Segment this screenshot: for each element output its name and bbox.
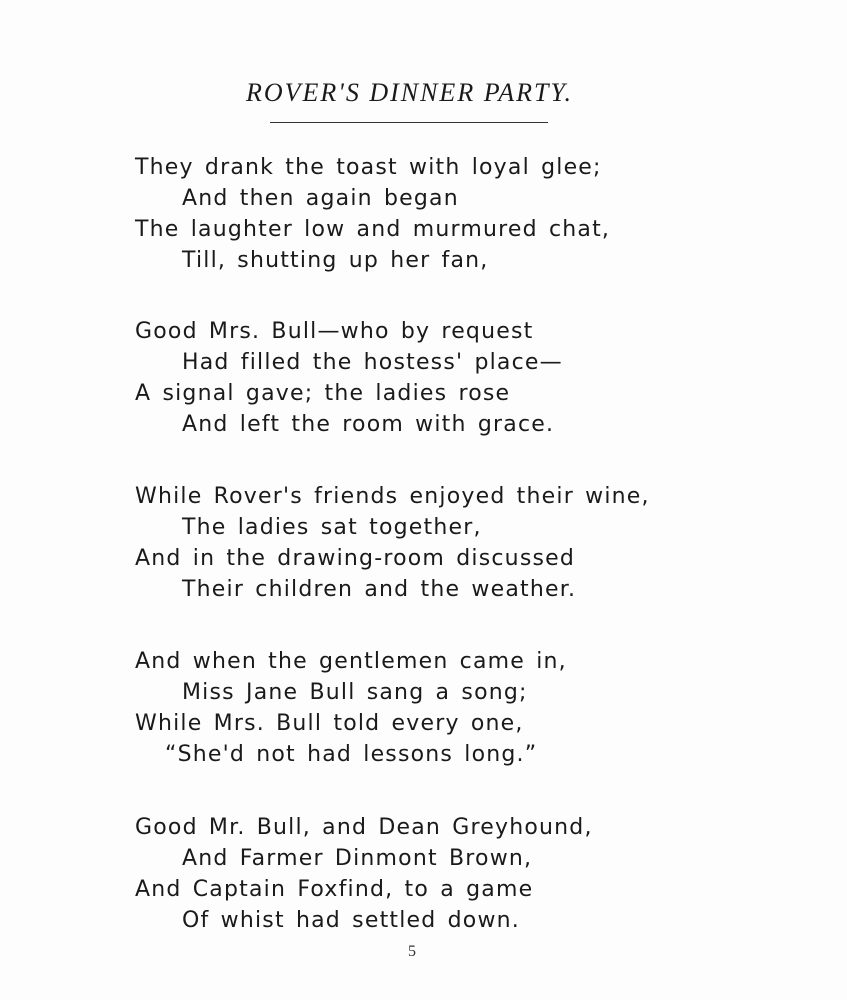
verse-line: And left the room with grace.	[182, 412, 555, 437]
stanza-1	[135, 152, 610, 276]
title-divider	[270, 122, 548, 123]
verse-line: While Rover's friends enjoyed their wine,	[135, 484, 650, 509]
verse-line: And then again began	[182, 186, 459, 211]
verse-line: Good Mrs. Bull—who by request	[135, 319, 534, 344]
verse-line: The laughter low and murmured chat,	[135, 217, 611, 242]
verse-line: The ladies sat together,	[182, 515, 482, 540]
verse-line: Their children and the weather.	[182, 577, 577, 602]
page-title	[0, 78, 847, 108]
verse-line: “She'd not had lessons long.”	[165, 742, 538, 767]
verse-line: And in the drawing-room discussed	[135, 546, 576, 571]
verse-line: And when the gentlemen came in,	[135, 649, 567, 674]
verse-line: A signal gave; the ladies rose	[135, 381, 511, 406]
stanza-4	[135, 646, 567, 770]
stanza-5	[135, 812, 593, 936]
verse-line: Had filled the hostess' place—	[182, 350, 563, 375]
verse-line: And Captain Foxfind, to a game	[135, 877, 534, 902]
verse-line: And Farmer Dinmont Brown,	[182, 846, 533, 871]
verse-line: While Mrs. Bull told every one,	[135, 711, 524, 736]
verse-line: Miss Jane Bull sang a song;	[182, 680, 528, 705]
verse-line: Good Mr. Bull, and Dean Greyhound,	[135, 815, 593, 840]
title-text: ROVER'S DINNER PARTY.	[245, 78, 574, 107]
stanza-3	[135, 481, 650, 605]
verse-line: Of whist had settled down.	[182, 908, 520, 933]
verse-line: Till, shutting up her fan,	[182, 248, 489, 273]
page-number: 5	[408, 943, 416, 960]
verse-line: They drank the toast with loyal glee;	[135, 155, 602, 180]
stanza-2	[135, 316, 563, 440]
